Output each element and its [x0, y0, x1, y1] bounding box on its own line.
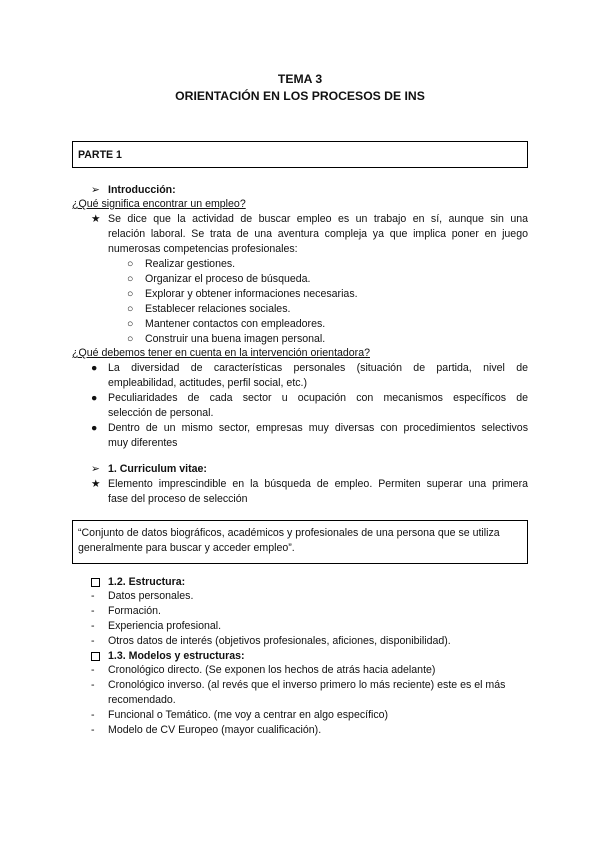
- list-item: Construir una buena imagen personal.: [145, 333, 326, 345]
- dash-bullet: -: [91, 679, 95, 691]
- models-heading: 1.3. Modelos y estructuras:: [108, 650, 245, 662]
- dash-bullet: -: [91, 590, 95, 602]
- list-item: Formación.: [108, 605, 161, 617]
- paragraph-line: fase del proceso de selección: [108, 493, 248, 505]
- list-item: Establecer relaciones sociales.: [145, 303, 291, 315]
- dash-bullet: -: [91, 709, 95, 721]
- checkbox-icon: [91, 578, 100, 587]
- list-item-line: recomendado.: [108, 694, 176, 706]
- title-subject: ORIENTACIÓN EN LOS PROCESOS DE INS: [175, 89, 425, 103]
- definition-box: [72, 520, 528, 564]
- circle-bullet-icon: ○: [127, 318, 134, 330]
- paragraph-line: relación laboral. Se trata de una aventura compleja ya que implica poner en juego: [108, 228, 528, 240]
- circle-bullet-icon: ○: [127, 273, 134, 285]
- paragraph-line: Se dice que la actividad de buscar empleo es un trabajo en sí, aunque sin una: [108, 213, 528, 225]
- part-label: PARTE 1: [78, 149, 122, 161]
- question-orientation: ¿Qué debemos tener en cuenta en la intervención orientadora?: [72, 347, 370, 359]
- list-item-line: Dentro de un mismo sector, empresas muy diversas con procedimientos selectivos: [108, 422, 528, 434]
- star-bullet-icon: ★: [91, 213, 101, 225]
- list-item: Datos personales.: [108, 590, 194, 602]
- paragraph-line: Elemento imprescindible en la búsqueda de empleo. Permiten superar una primera: [108, 478, 528, 490]
- definition-line: generalmente para buscar y acceder empleo”.: [78, 542, 295, 554]
- list-item: Modelo de CV Europeo (mayor cualificación).: [108, 724, 322, 736]
- list-item: Experiencia profesional.: [108, 620, 222, 632]
- structure-heading: 1.2. Estructura:: [108, 576, 186, 588]
- list-item: Explorar y obtener informaciones necesarias.: [145, 288, 358, 300]
- dash-bullet: -: [91, 724, 95, 736]
- list-item: Otros datos de interés (objetivos profesionales, aficiones, disponibilidad).: [108, 635, 451, 647]
- list-item-line: selección de personal.: [108, 407, 214, 419]
- dot-bullet-icon: ●: [91, 362, 98, 374]
- list-item-line: empleabilidad, actitudes, perfil social, etc.): [108, 377, 308, 389]
- definition-line: “Conjunto de datos biográficos, académicos y profesionales de una persona que se utiliza: [78, 527, 500, 539]
- list-item: Realizar gestiones.: [145, 258, 236, 270]
- circle-bullet-icon: ○: [127, 303, 134, 315]
- list-item: Cronológico directo. (Se exponen los hechos de atrás hacia adelante): [108, 664, 436, 676]
- checkbox-icon: [91, 652, 100, 661]
- list-item: Organizar el proceso de búsqueda.: [145, 273, 311, 285]
- dash-bullet: -: [91, 605, 95, 617]
- circle-bullet-icon: ○: [127, 258, 134, 270]
- question-what-is-job-search: ¿Qué significa encontrar un empleo?: [72, 198, 246, 210]
- part-box: [72, 141, 528, 168]
- arrow-bullet-icon: ➢: [91, 184, 100, 196]
- circle-bullet-icon: ○: [127, 333, 134, 345]
- list-item: Mantener contactos con empleadores.: [145, 318, 326, 330]
- paragraph-line: numerosas competencias profesionales:: [108, 243, 298, 255]
- star-bullet-icon: ★: [91, 478, 101, 490]
- list-item: Funcional o Temático. (me voy a centrar en algo específico): [108, 709, 389, 721]
- title-topic: TEMA 3: [277, 72, 323, 86]
- dot-bullet-icon: ●: [91, 392, 98, 404]
- list-item-line: Peculiaridades de cada sector u ocupación con mecanismos específicos de: [108, 392, 528, 404]
- dot-bullet-icon: ●: [91, 422, 98, 434]
- cv-heading: 1. Curriculum vitae:: [108, 463, 207, 475]
- list-item-line: muy diferentes: [108, 437, 178, 449]
- dash-bullet: -: [91, 620, 95, 632]
- intro-heading: Introducción:: [108, 184, 176, 196]
- list-item-line: Cronológico inverso. (al revés que el inverso primero lo más reciente) este es el más: [108, 679, 506, 691]
- arrow-bullet-icon: ➢: [91, 463, 100, 475]
- list-item-line: La diversidad de características personales (situación de partida, nivel de: [108, 362, 528, 374]
- dash-bullet: -: [91, 664, 95, 676]
- dash-bullet: -: [91, 635, 95, 647]
- circle-bullet-icon: ○: [127, 288, 134, 300]
